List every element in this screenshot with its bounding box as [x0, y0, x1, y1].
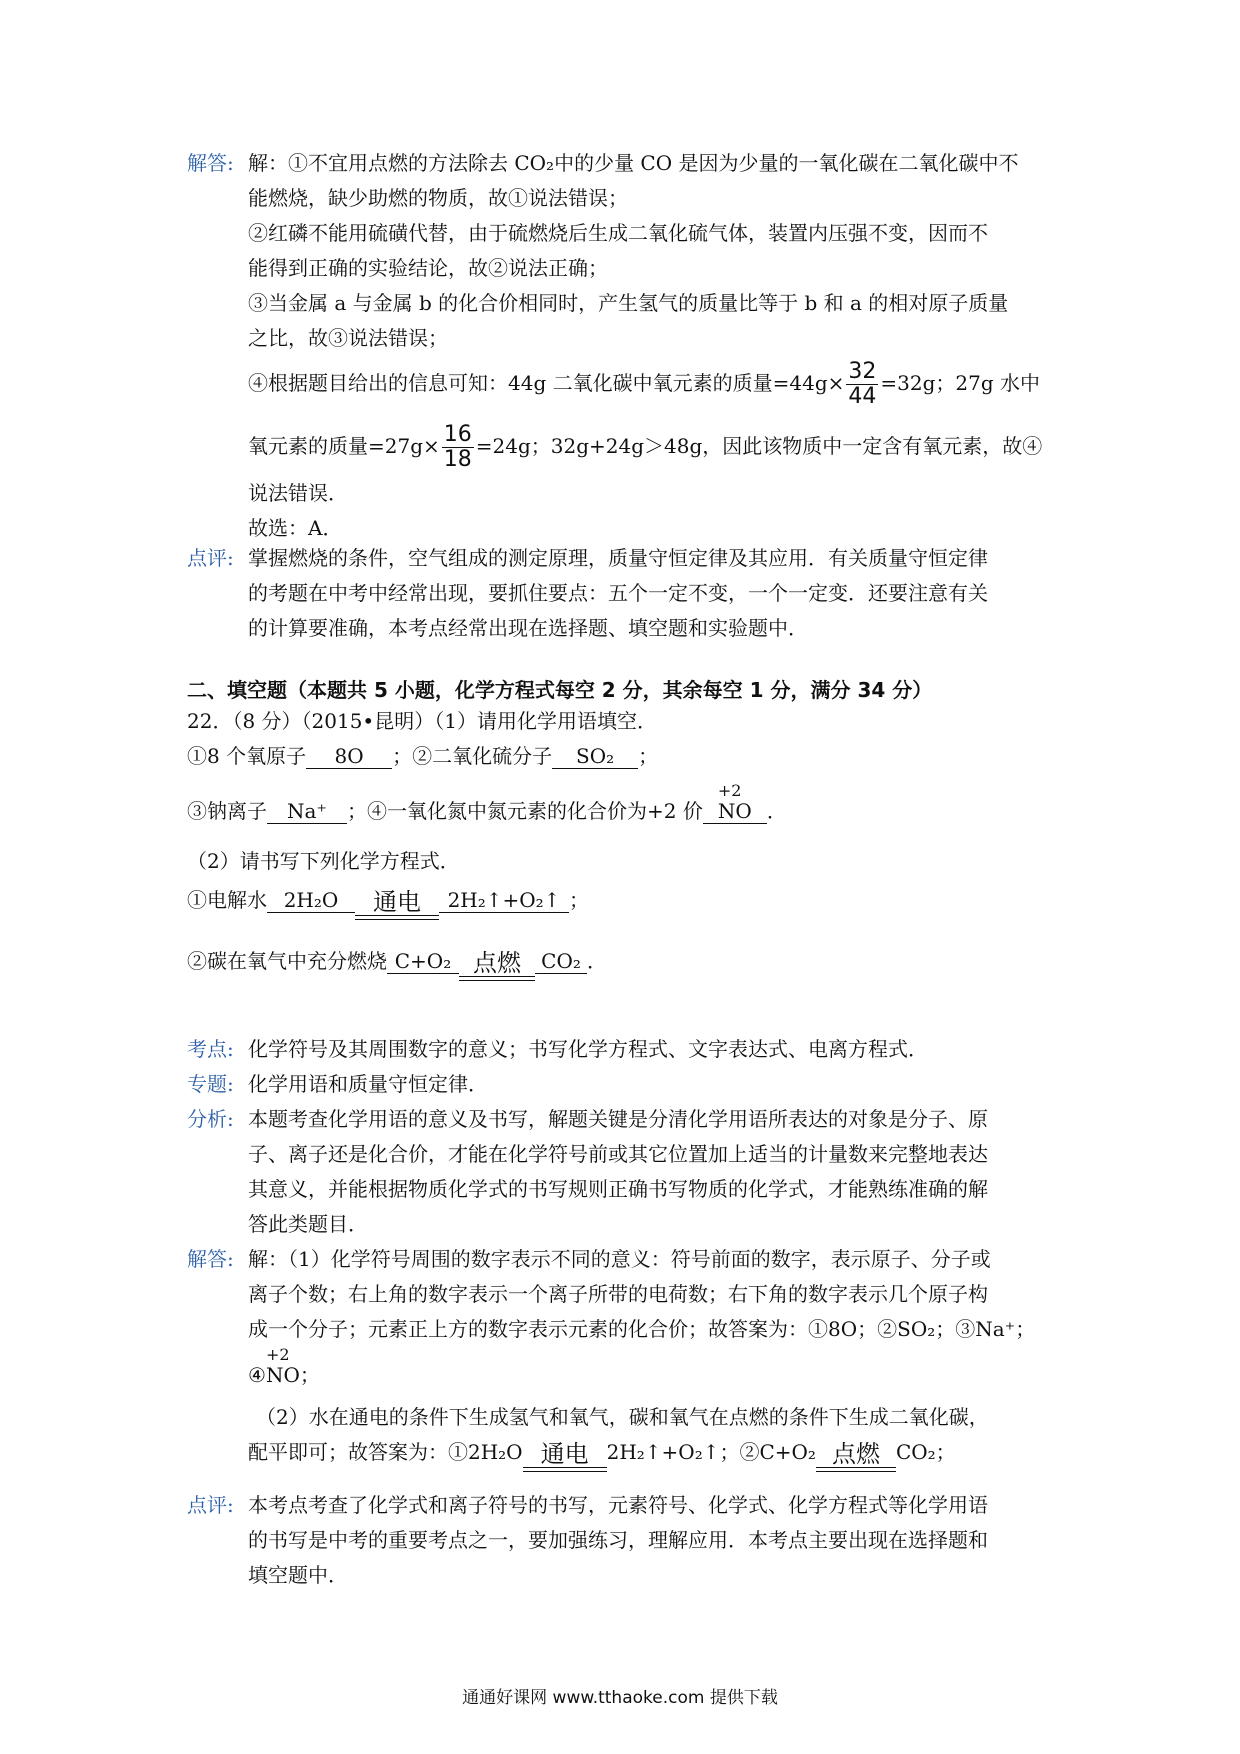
page-footer: 通通好课网 www.tthaoke.com 提供下载 [462, 1688, 778, 1708]
text: ； [569, 888, 589, 912]
reaction-arrow [355, 889, 439, 920]
valence-symbol [717, 781, 752, 823]
fenxi-line-3: 其意义，并能根据物质化学式的书写规则正确书写物质的化学式，才能熟练准确的解 [248, 1177, 988, 1201]
comment-line-3: 的计算要准确，本考点经常出现在选择题、填空题和实验题中． [248, 616, 808, 640]
kaodian-text: 化学符号及其周围数字的意义；书写化学方程式、文字表达式、电离方程式． [248, 1037, 928, 1061]
reaction-arrow [523, 1441, 607, 1472]
text: ； [638, 744, 659, 768]
text: 配平即可；故答案为：①2H₂O [248, 1440, 523, 1464]
text: =32g；27g 水中 [880, 371, 1041, 395]
comment-label: 点评: [187, 546, 234, 570]
text: ①电解水 [187, 888, 267, 912]
element-symbol: NO [717, 799, 752, 823]
jieda-line-2: 离子个数；右上角的数字表示一个离子所带的电荷数；右下角的数字表示几个原子构 [248, 1282, 988, 1306]
jieda-line-3: 成一个分子；元素正上方的数字表示元素的化合价；故答案为：①8O；②SO₂；③Na⁺； [248, 1317, 1036, 1341]
comment-line-1: 掌握燃烧的条件，空气组成的测定原理，质量守恒定律及其应用．有关质量守恒定律 [248, 546, 988, 570]
answer-blank: CO₂ [535, 949, 587, 974]
dianping-label: 点评: [187, 1493, 234, 1517]
answer-line-6: 之比，故③说法错误； [248, 326, 448, 350]
jieda-line-1: 解：（1）化学符号周围的数字表示不同的意义：符号前面的数字，表示原子、分子或 [248, 1247, 991, 1271]
answer-line-10: 故选：A． [248, 516, 343, 540]
dianping-line-1: 本考点考查了化学式和离子符号的书写，元素符号、化学式、化学方程式等化学用语 [248, 1493, 988, 1517]
answer-line-8 [248, 418, 1042, 474]
equation-1 [187, 880, 589, 920]
text: ④ [248, 1363, 266, 1387]
fenxi-line-1: 本题考查化学用语的意义及书写，解题关键是分清化学用语所表达的对象是分子、原 [248, 1107, 988, 1131]
reaction-condition: 点燃 [831, 1440, 880, 1468]
answer-line-3: ②红磷不能用硫磺代替，由于硫燃烧后生成二氧化硫气体，装置内压强不变，因而不 [248, 221, 988, 245]
kaodian-label: 考点: [187, 1037, 234, 1061]
text: ． [766, 799, 787, 823]
question-22-part-2: （2）请书写下列化学方程式． [187, 849, 460, 873]
answer-line-4: 能得到正确的实验结论，故②说法正确； [248, 256, 608, 280]
answer-line-7 [248, 355, 1040, 411]
dianping-line-2: 的书写是中考的重要考点之一，要加强练习，理解应用．本考点主要出现在选择题和 [248, 1528, 988, 1552]
answer-blank: 8O [306, 744, 392, 769]
text: CO₂； [895, 1440, 956, 1464]
answer-label: 解答: [187, 151, 234, 175]
fraction-numerator: 32 [848, 359, 877, 384]
zhuanti-label: 专题: [187, 1072, 234, 1096]
jieda-line-6 [248, 1432, 956, 1472]
element-symbol: NO [265, 1363, 300, 1387]
fenxi-line-2: 子、离子还是化合价，才能在化学符号前或其它位置加上适当的计量数来完整地表达 [248, 1142, 988, 1166]
answer-blank: 2H₂↑+O₂↑ [439, 888, 569, 913]
valence-number: +2 [717, 781, 742, 800]
question-22-stem: 22．（8 分）（2015•昆明）（1）请用化学用语填空． [187, 709, 657, 733]
answer-line-9: 说法错误． [248, 481, 348, 505]
reaction-arrow [459, 950, 535, 981]
text: 氧元素的质量=27g× [248, 434, 440, 458]
text: ①8 个氧原子 [187, 744, 307, 768]
jieda-line-5: （2）水在通电的条件下生成氢气和氧气，碳和氧气在点燃的条件下生成二氧化碳， [256, 1405, 989, 1429]
fraction-32-44 [846, 360, 878, 409]
valence-symbol [265, 1345, 300, 1390]
fenxi-line-4: 答此类题目． [248, 1212, 368, 1236]
answer-line-1: 解：①不宜用点燃的方法除去 CO₂中的少量 CO 是因为少量的一氧化碳在二氧化碳中不 [248, 151, 1019, 175]
comment-line-2: 的考题在中考中经常出现，要抓住要点：五个一定不变，一个一定变．还要注意有关 [248, 581, 988, 605]
text: ；④一氧化氮中氮元素的化合价为+2 价 [347, 799, 703, 823]
answer-line-2: 能燃烧，缺少助燃的物质，故①说法错误； [248, 186, 628, 210]
reaction-condition: 通电 [540, 1440, 589, 1468]
text: ②碳在氧气中充分燃烧 [187, 949, 387, 973]
text: ． [587, 949, 607, 973]
question-22-line-2 [187, 781, 787, 826]
section-heading: 二、填空题（本题共 5 小题，化学方程式每空 2 分，其余每空 1 分，满分 34 分） [187, 678, 933, 702]
answer-blank: Na⁺ [267, 799, 347, 824]
text: 2H₂↑+O₂↑；②C+O₂ [606, 1440, 816, 1464]
fenxi-label: 分析: [187, 1107, 234, 1131]
equation-2 [187, 941, 607, 981]
jieda-line-4 [248, 1345, 320, 1390]
fraction-numerator: 16 [443, 422, 472, 447]
zhuanti-text: 化学用语和质量守恒定律． [248, 1072, 488, 1096]
answer-blank [703, 781, 767, 824]
text: ④根据题目给出的信息可知：44g 二氧化碳中氧元素的质量=44g× [248, 371, 845, 395]
fraction-denominator: 44 [848, 384, 877, 409]
text: =24g；32g+24g＞48g，因此该物质中一定含有氧元素，故④ [475, 434, 1043, 458]
text: ；②二氧化硫分子 [392, 744, 553, 768]
answer-blank: C+O₂ [387, 949, 459, 974]
reaction-condition: 点燃 [473, 949, 521, 977]
answer-blank: SO₂ [552, 744, 638, 769]
reaction-arrow [816, 1441, 896, 1472]
reaction-condition: 通电 [373, 888, 421, 916]
jieda-label: 解答: [187, 1247, 234, 1271]
dianping-line-3: 填空题中． [248, 1563, 348, 1587]
text: ； [299, 1363, 320, 1387]
fraction-denominator: 18 [443, 447, 472, 472]
question-22-line-1 [187, 741, 658, 771]
valence-number: +2 [265, 1345, 290, 1364]
answer-line-5: ③当金属 a 与金属 b 的化合价相同时，产生氢气的质量比等于 b 和 a 的相对原子质量 [248, 291, 1009, 315]
text: ③钠离子 [187, 799, 267, 823]
fraction-16-18 [442, 423, 474, 472]
answer-blank: 2H₂O [267, 888, 355, 913]
